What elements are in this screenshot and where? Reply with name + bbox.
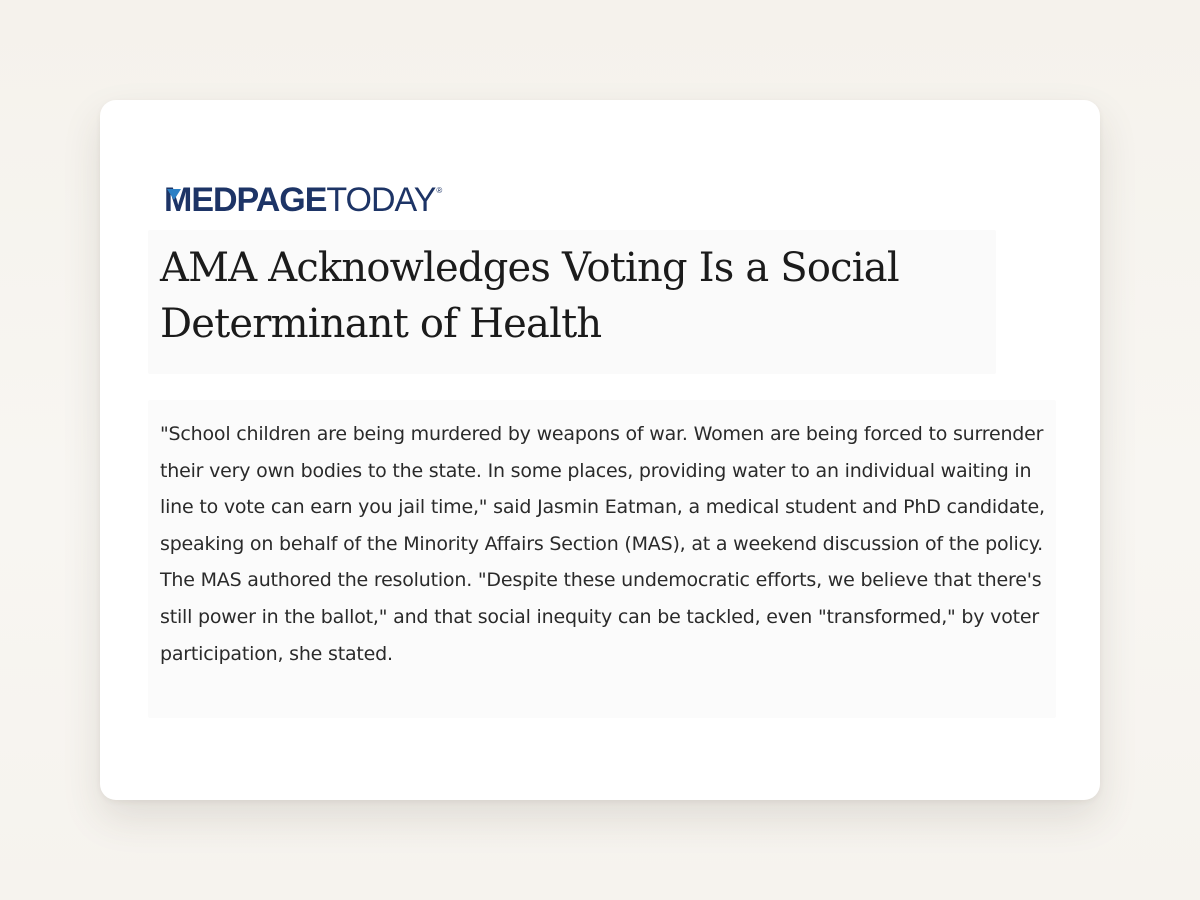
article-excerpt-block xyxy=(148,400,1056,718)
logo-m-text: M xyxy=(164,181,192,219)
logo-accent-icon xyxy=(167,189,181,200)
medpage-today-logo xyxy=(164,182,442,218)
logo-medpage-text: EDPAGE xyxy=(191,181,327,219)
article-excerpt: "School children are being murdered by weapons of war. Women are being forced to surrender their very own bodies to the state. In some places, providing water to an individual waiting in line to vote can earn you jail time," said Jasmin Eatman, a medical student and PhD candidate, speaking on behalf of the Minority Affairs Section (MAS), at a weekend discussion of the policy. The MAS authored the resolution. "Despite these undemocratic efforts, we believe that there's still power in the ballot," and that social inequity can be tackled, even "transformed," by voter participation, she stated. xyxy=(160,423,1045,665)
article-headline: AMA Acknowledges Voting Is a Social Determinant of Health xyxy=(160,245,899,347)
headline-block xyxy=(148,230,996,374)
logo-today-text: TODAY xyxy=(326,181,436,219)
registered-mark: ® xyxy=(436,186,443,195)
logo-m-letter xyxy=(164,182,191,218)
article-card xyxy=(100,100,1100,800)
